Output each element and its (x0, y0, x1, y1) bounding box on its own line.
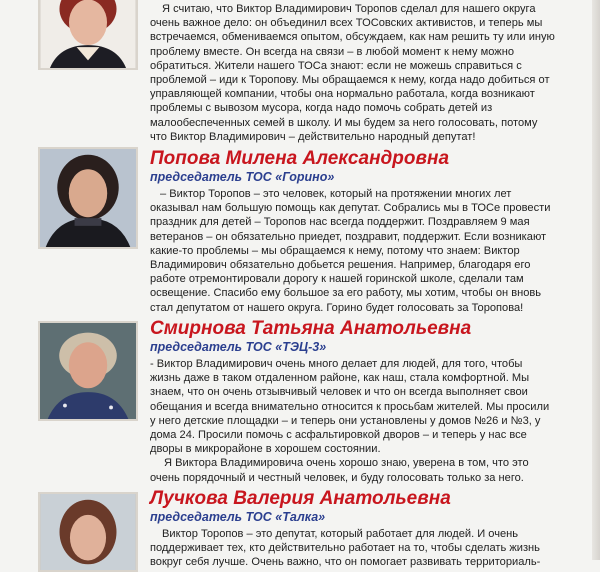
person-role: председатель ТОС «ТЭЦ-3» (150, 340, 327, 354)
person-name: Попова Милена Александровна (150, 148, 450, 169)
person-role: председатель ТОС «Горино» (150, 170, 335, 184)
portrait-photo-1 (38, 0, 138, 70)
portrait-photo-2 (38, 147, 138, 249)
testimonial-body-2 (150, 187, 555, 315)
testimonial-body-3 (150, 357, 555, 485)
testimonial-text-1 (150, 2, 555, 144)
testimonial-text-3 (150, 318, 555, 485)
testimonial-paragraph: Я считаю, что Виктор Владимирович Торопов сделал для нашего округа очень важное дело: он объединил всех ТОСовских активистов, и теперь мы встречаемся, обмениваемся опытом, обсуждаем, как нам решить ту или иную проблему вместе. Он всегда на связи – в любой момент к нему можно обратиться. Жители нашего ТОСа знают: если не можешь справиться с проблемой – иди к Торопову. Мы обращаемся к нему, когда надо добиться от управляющей компании, чтобы она нормально работала, когда возникают проблемы с вывозом мусора, когда надо помочь собрать детей из малообеспеченных семей в школу. И мы будем за него голосовать, потому что Виктор Владимирович – действительно народный депутат! (150, 3, 555, 143)
testimonial-paragraph: – Виктор Торопов – это человек, который на протяжении многих лет оказывал нам большую помощь как депутат. Собрались мы в ТОСе провести праздник для детей – Торопов нас всегда поддержит. Поздравляем 9 мая ветеранов – он обязательно приедет, поздравит, поддержит. Если возникают какие-то проблемы – мы обращаемся к нему, потому что знаем: Виктор Владимирович обязательно добьется решения. Например, благодаря его работе отремонтировали дорогу к нашей горинской школе, сделали там освещение. Спасибо ему большое за его работу, мы хотим, чтобы он вновь стал депутатом от нашего округа. Горино будет голосовать за Торопова! (150, 188, 551, 314)
testimonial-paragraph: - Виктор Владимирович очень много делает для людей, для того, чтобы жизнь даже в таком отдаленном районе, как наш, стала комфортной. Мы знаем, что он очень отзывчивый человек и что он всегда выполняет свои обещания и всегда внимательно относится к просьбам жителей. Мы просили у него детские площадки – и теперь они установлены у домов №26 и №3, у дома 24. Просили помочь с асфальтировкой дворов – и теперь у нас все дворы в микрорайоне в хорошем состоянии. (150, 358, 550, 456)
portrait-photo-3 (38, 321, 138, 421)
portrait-photo-4 (38, 492, 138, 572)
testimonial-text-2 (150, 148, 555, 315)
portrait-woman-2-icon (40, 149, 136, 247)
person-role: председатель ТОС «Талка» (150, 510, 326, 524)
testimonial-paragraph: Виктор Торопов – это депутат, который работает для людей. И очень поддерживает тех, кто действительно работает на то, чтобы сделать жизнь вокруг себя лучше. Очень важно, что он помогает развивать территориаль- (150, 528, 541, 569)
portrait-woman-1-icon (40, 0, 136, 68)
person-name: Смирнова Татьяна Анатольевна (150, 318, 472, 339)
testimonial-paragraph: Я Виктора Владимировича очень хорошо знаю, уверена в том, что это очень порядочный и честный человек, и буду голосовать только за него. (150, 457, 529, 484)
portrait-woman-4-icon (40, 494, 136, 570)
portrait-woman-3-icon (40, 323, 136, 419)
person-name: Лучкова Валерия Анатольевна (150, 488, 451, 509)
testimonial-body-1 (150, 2, 555, 144)
testimonial-text-4 (150, 488, 555, 570)
page-edge (592, 0, 600, 560)
testimonial-body-4 (150, 527, 555, 570)
